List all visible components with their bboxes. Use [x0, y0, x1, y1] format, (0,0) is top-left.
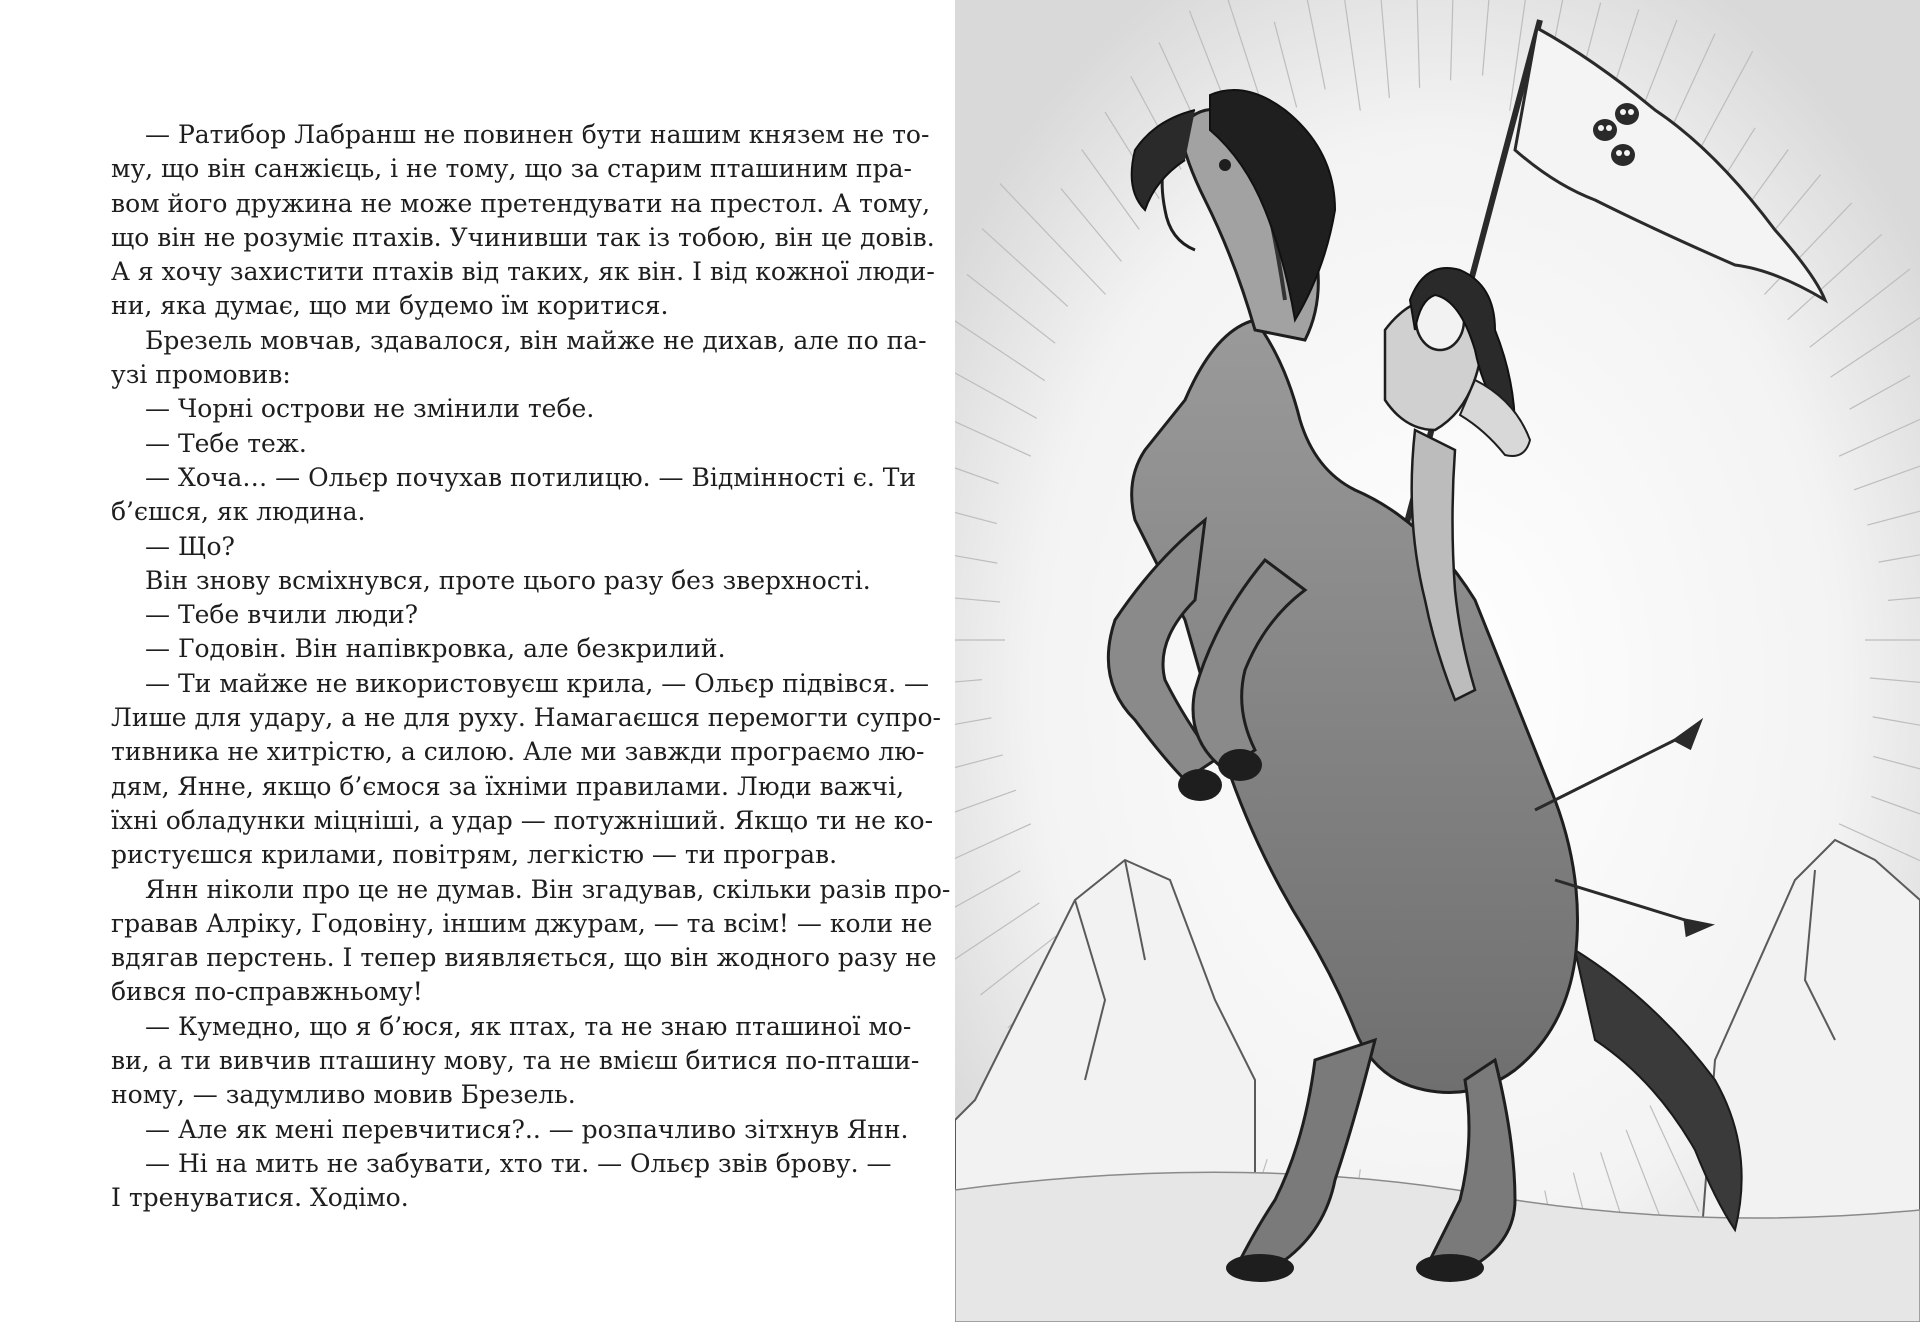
text-line: — Годовін. Він напівкровка, але безкрилий.: [145, 634, 726, 664]
text-line: тивника не хитрістю, а силою. Але ми завжди програємо лю-: [111, 737, 925, 767]
text-line: б’єшся, як людина.: [111, 497, 366, 527]
text-line: — Ні на мить не забувати, хто ти. — Ольєр звів брову. —: [145, 1148, 892, 1178]
text-line: Він знову всміхнувся, проте цього разу без зверхності.: [145, 565, 871, 595]
text-line: — Ратибор Лабранш не повинен бути нашим князем не то-: [145, 120, 930, 149]
text-line: — Тебе вчили люди?: [145, 600, 419, 630]
horse-hoof: [1178, 769, 1222, 801]
text-line: А я хочу захистити птахів від таких, як він. І від кожної люди-: [111, 257, 935, 287]
text-line: узі промовив:: [111, 360, 291, 390]
horse-hoof: [1226, 1254, 1294, 1282]
text-line: гравав Алріку, Годовіну, іншим джурам, — та всім! — коли не: [111, 908, 933, 938]
text-line: що він не розуміє птахів. Учинивши так із тобою, він це довів.: [111, 222, 935, 252]
rider-on-rearing-horse-illustration: [955, 0, 1920, 1322]
text-line: І тренуватися. Ходімо.: [111, 1183, 409, 1213]
text-line: — Тебе теж.: [145, 428, 307, 458]
text-line: вом його дружина не може претендувати на престол. А тому,: [111, 188, 931, 218]
text-line: ни, яка думає, що ми будемо їм коритися.: [111, 291, 669, 321]
text-line: Лише для удару, а не для руху. Намагаєшся перемогти супро-: [111, 703, 941, 733]
text-line: — Що?: [145, 531, 235, 561]
text-line: бився по-справжньому!: [111, 977, 423, 1007]
text-line: — Хоча… — Ольєр почухав потилицю. — Відмінності є. Ти: [145, 462, 917, 492]
text-line: Брезель мовчав, здавалося, він майже не дихав, але по па-: [145, 325, 927, 355]
text-line: — Але як мені перевчитися?.. — розпачливо зітхнув Янн.: [145, 1114, 909, 1144]
text-line: вдягав перстень. І тепер виявляється, що він жодного разу не: [111, 943, 937, 973]
illustration-page: [955, 0, 1920, 1322]
text-line: — Чорні острови не змінили тебе.: [145, 394, 595, 424]
text-line: Янн ніколи про це не думав. Він згадував, скільки разів про-: [145, 874, 951, 904]
horse-eye: [1219, 159, 1231, 171]
text-line: ви, а ти вивчив пташину мову, та не вмієш битися по-пташи-: [111, 1046, 920, 1076]
text-line: — Кумедно, що я б’юся, як птах, та не знаю пташиної мо-: [145, 1011, 912, 1041]
horse-hoof: [1416, 1254, 1484, 1282]
text-line: ному, — задумливо мовив Брезель.: [111, 1080, 576, 1110]
text-line: му, що він санжієць, і не тому, що за старим пташиним пра-: [111, 154, 912, 184]
text-line: — Ти майже не використовуєш крила, — Ольєр підвівся. —: [145, 668, 930, 698]
text-line: ристуєшся крилами, повітрям, легкістю — ти програв.: [111, 840, 838, 870]
text-page: [0, 0, 955, 1322]
text-line: їхні обладунки міцніші, а удар — потужніший. Якщо ти не ко-: [111, 805, 934, 835]
body-text: [111, 118, 951, 1216]
text-line: дям, Янне, якщо б’ємося за їхніми правилами. Люди важчі,: [111, 771, 905, 801]
horse-hoof: [1218, 749, 1262, 781]
